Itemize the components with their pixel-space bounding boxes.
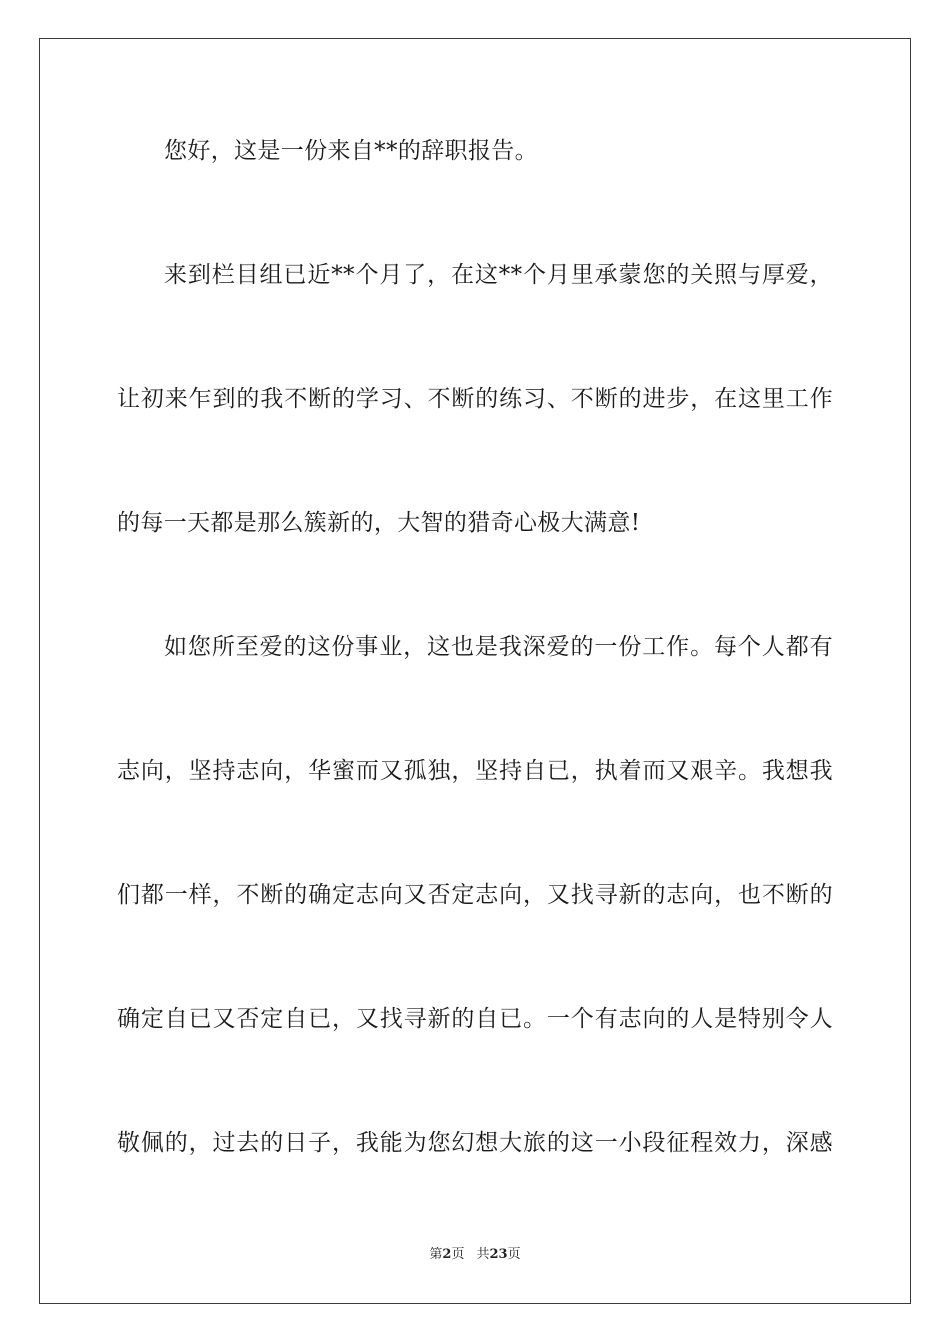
page-number: 2 xyxy=(442,1247,452,1262)
paragraph-2-line-3: 的每一天都是那么簇新的，大智的猎奇心极大满意! xyxy=(117,510,641,536)
paragraph-3-line-1: 如您所至爱的这份事业，这也是我深爱的一份工作。每个人都有 xyxy=(164,634,833,660)
total-prefix: 共 xyxy=(476,1247,490,1262)
total-pages: 23 xyxy=(489,1247,508,1262)
total-suffix: 页 xyxy=(507,1247,521,1262)
page-footer xyxy=(0,1246,950,1264)
paragraph-2-line-2: 让初来乍到的我不断的学习、不断的练习、不断的进步，在这里工作 xyxy=(117,386,833,412)
paragraph-3-line-5: 敬佩的，过去的日子，我能为您幻想大旅的这一小段征程效力，深感 xyxy=(117,1130,833,1156)
paragraph-2-line-1: 来到栏目组已近**个月了，在这**个月里承蒙您的关照与厚爱， xyxy=(164,262,833,288)
paragraph-3-line-4: 确定自已又否定自已，又找寻新的自已。一个有志向的人是特别令人 xyxy=(117,1006,833,1032)
page-suffix: 页 xyxy=(451,1247,465,1262)
paragraph-3-line-2: 志向，坚持志向，华蜜而又孤独，坚持自已，执着而又艰辛。我想我 xyxy=(117,758,833,784)
paragraph-1-line-1: 您好，这是一份来自**的辞职报告。 xyxy=(164,138,538,164)
page-border xyxy=(39,38,911,1304)
page-prefix: 第 xyxy=(429,1247,443,1262)
paragraph-3-line-3: 们都一样，不断的确定志向又否定志向，又找寻新的志向，也不断的 xyxy=(117,882,833,908)
